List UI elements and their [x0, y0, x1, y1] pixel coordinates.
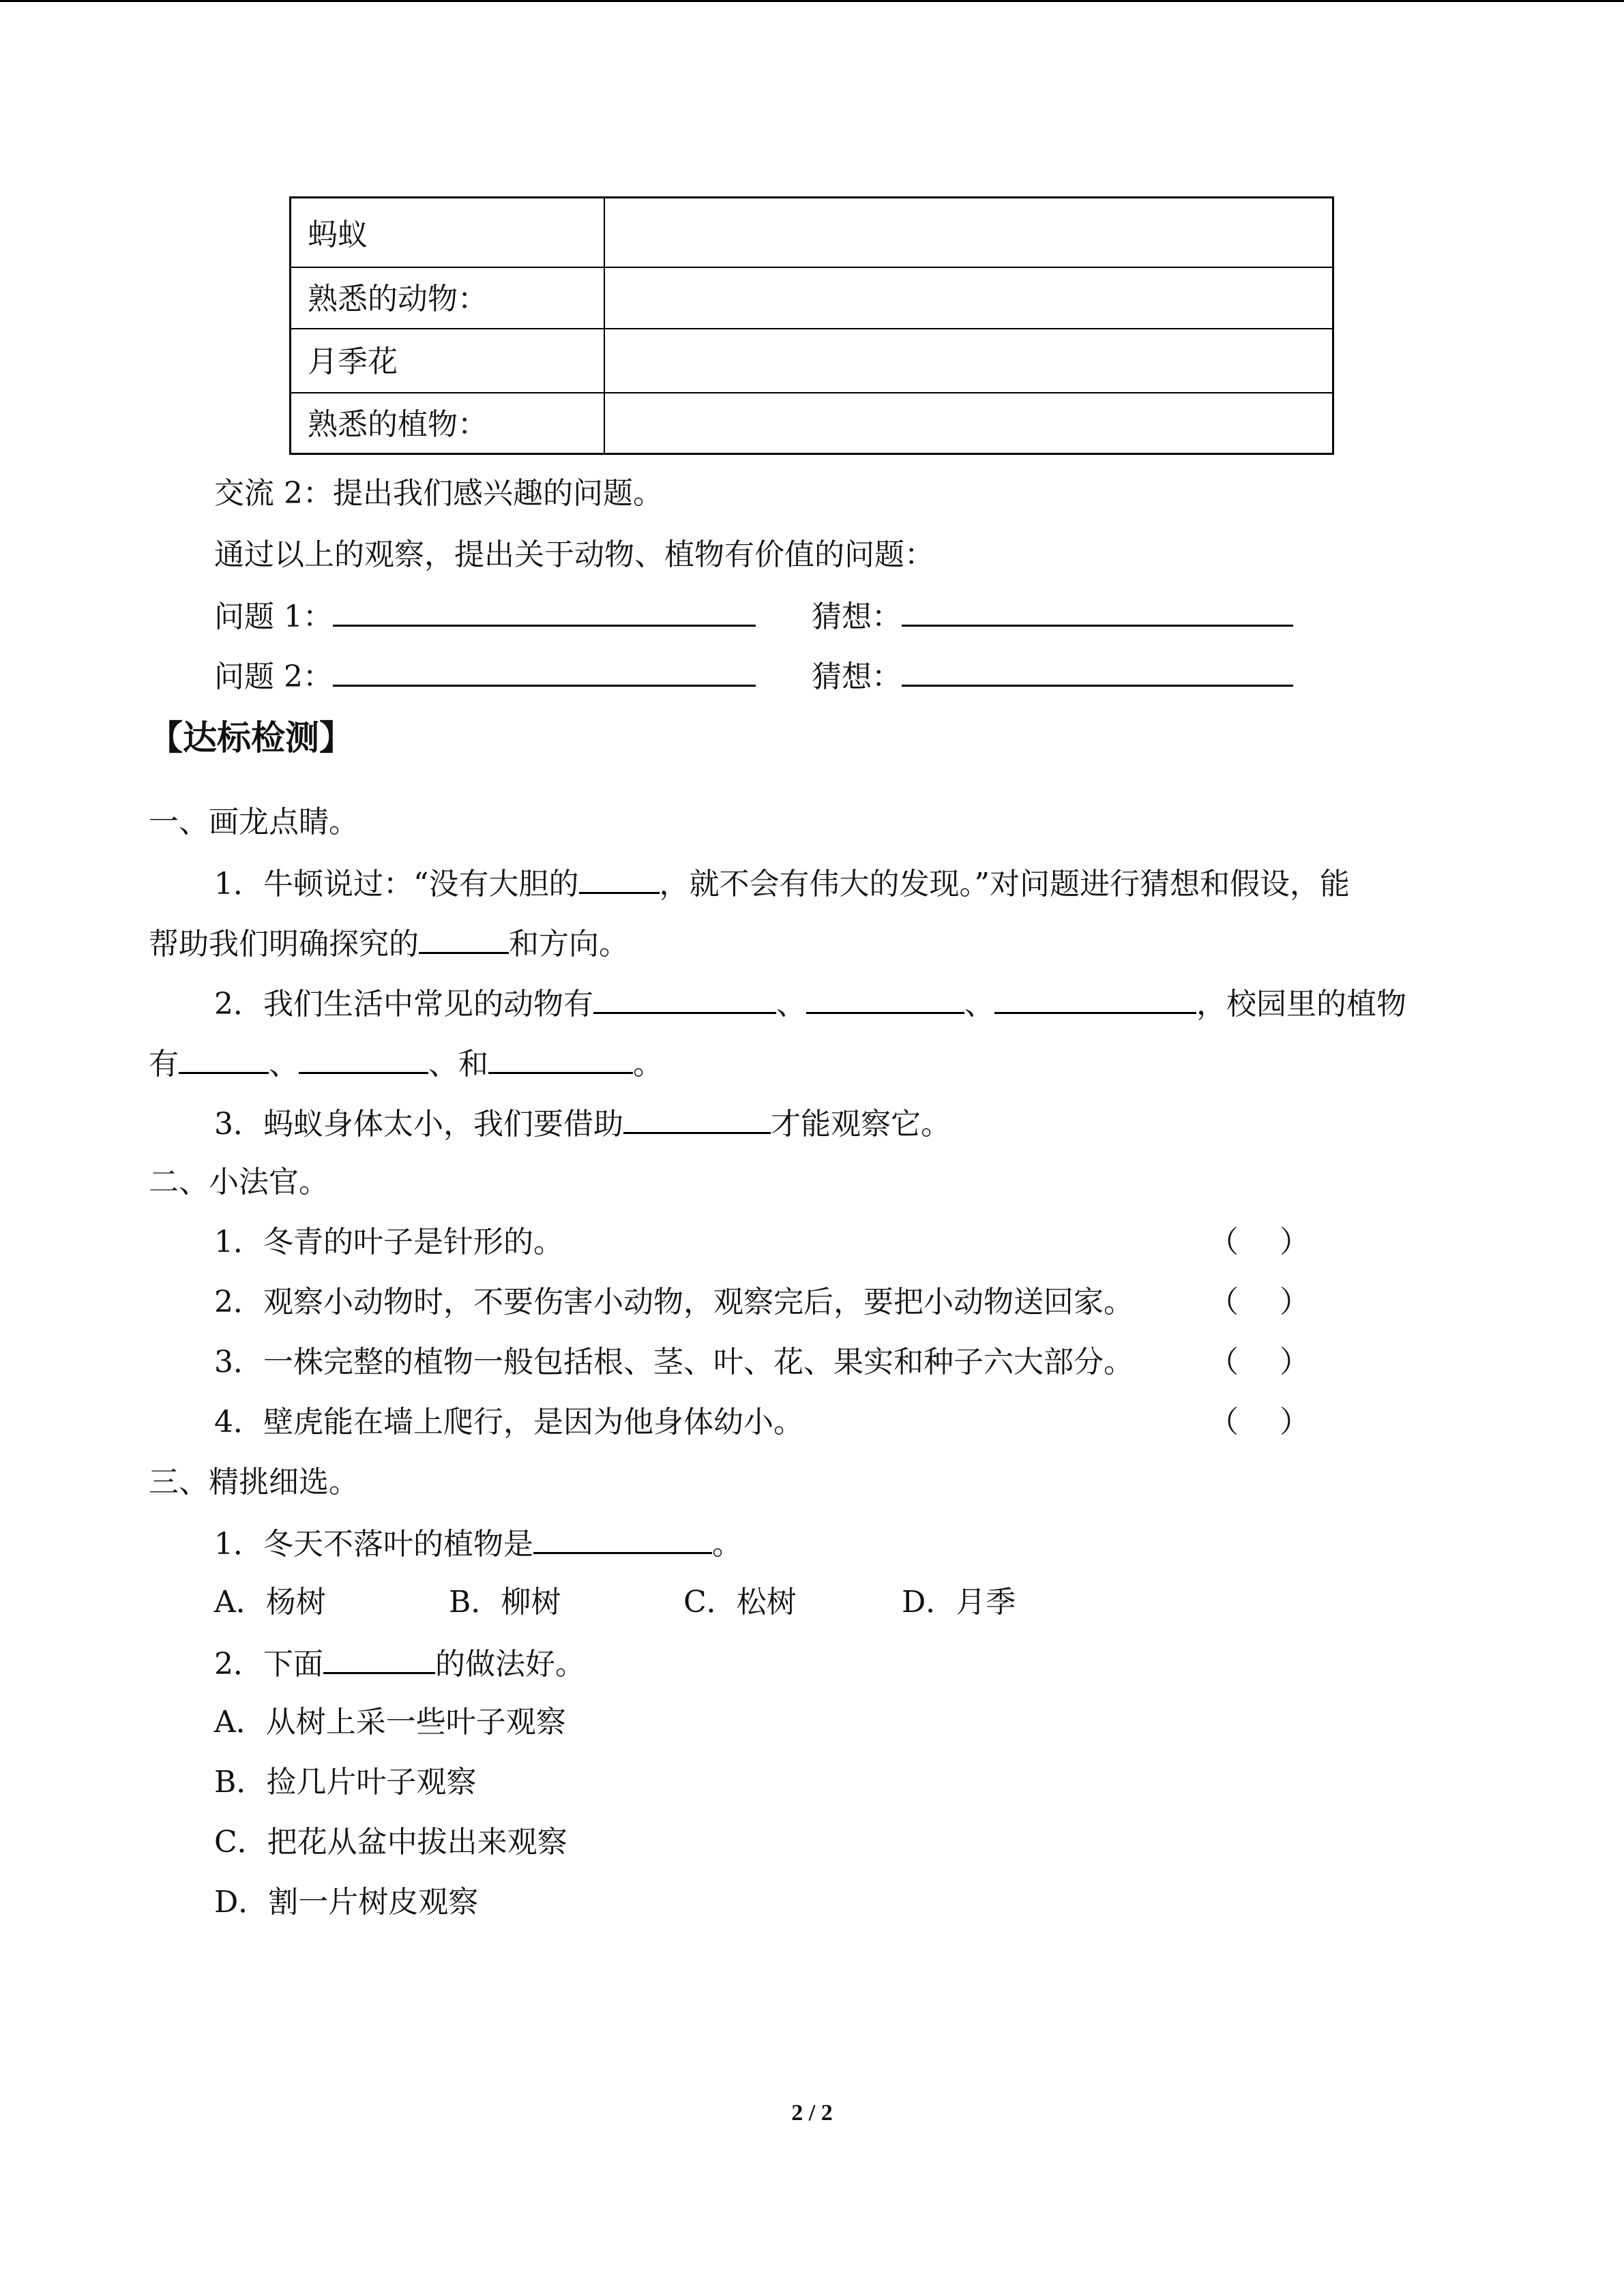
- top-border: [0, 0, 1624, 2]
- part3-q2-option-a[interactable]: A．从树上采一些叶子观察: [214, 1705, 566, 1740]
- paren-close: ）: [1280, 1405, 1310, 1440]
- part3-q1-text-a: 1．冬天不落叶的植物是: [214, 1527, 533, 1562]
- part3-q2-option-d[interactable]: D．割一片树皮观察: [214, 1885, 479, 1920]
- table-row-label: 蚂蚁: [308, 218, 368, 252]
- part1-q2-sep1: 、: [776, 987, 806, 1022]
- table-row-label: 月季花: [308, 344, 398, 379]
- part2-item: 2．观察小动物时，不要伤害小动物，观察完后，要把小动物送回家。: [214, 1285, 1134, 1320]
- part1-q1-blank2[interactable]: [419, 922, 509, 954]
- part1-q2-blank2[interactable]: [806, 982, 964, 1014]
- paren-open: （: [1209, 1225, 1239, 1259]
- part3-q2-blank[interactable]: [323, 1642, 435, 1674]
- part1-q1-text-d: 和方向。: [509, 927, 629, 961]
- part1-q1-line1: [214, 862, 1350, 905]
- part1-q2-blank5[interactable]: [299, 1042, 428, 1074]
- part3-q2-option-b[interactable]: B．捡几片叶子观察: [214, 1765, 477, 1800]
- part2-title: 二、小法官。: [149, 1165, 329, 1199]
- part1-q2-line1: [214, 982, 1406, 1025]
- observation-table: [289, 196, 1334, 455]
- question2-row: [214, 655, 756, 698]
- paren-close: ）: [1280, 1345, 1310, 1380]
- question2-blank[interactable]: [333, 655, 756, 687]
- question1-row: [214, 595, 756, 638]
- part3-q1-option-c[interactable]: C．松树: [683, 1585, 797, 1620]
- part3-q2-text-b: 的做法好。: [435, 1647, 585, 1682]
- part1-q2-text-d: 、和: [428, 1047, 488, 1082]
- paren-close: ）: [1280, 1225, 1310, 1259]
- guess2-blank[interactable]: [902, 655, 1293, 687]
- table-row-label: 熟悉的植物：: [308, 407, 488, 442]
- paren-open: （: [1209, 1285, 1239, 1320]
- part1-q2-sep3: 、: [269, 1047, 299, 1082]
- question1-blank[interactable]: [333, 595, 756, 627]
- table-row: [291, 198, 1332, 268]
- part1-q1-text-a: 1．牛顿说过：“没有大胆的: [214, 867, 579, 901]
- part2-item: 3．一株完整的植物一般包括根、茎、叶、花、果实和种子六大部分。: [214, 1345, 1134, 1380]
- guess1-label: 猜想：: [812, 599, 902, 634]
- part1-q3-text-a: 3．蚂蚁身体太小，我们要借助: [214, 1107, 623, 1142]
- paren-open: （: [1209, 1405, 1239, 1440]
- exchange2-intro: 通过以上的观察，提出关于动物、植物有价值的问题：: [214, 537, 934, 572]
- part1-q2-blank4[interactable]: [179, 1042, 269, 1074]
- part3-q2: [214, 1642, 585, 1685]
- question2-label: 问题 2：: [214, 659, 333, 694]
- table-row-label: 熟悉的动物：: [308, 282, 488, 316]
- part3-q1-option-b[interactable]: B．柳树: [449, 1585, 561, 1620]
- answer-paren[interactable]: [1209, 1402, 1310, 1443]
- exchange2-title: 交流 2：提出我们感兴趣的问题。: [214, 476, 663, 511]
- guess1-row: [812, 595, 1293, 638]
- part1-q3: [214, 1102, 951, 1145]
- part1-q2-blank6[interactable]: [488, 1042, 633, 1074]
- part2-item: 1．冬青的叶子是针形的。: [214, 1225, 563, 1259]
- table-row: [291, 393, 1332, 455]
- table-row: [291, 329, 1332, 393]
- answer-paren[interactable]: [1209, 1282, 1310, 1323]
- guess1-blank[interactable]: [902, 595, 1293, 627]
- part1-q2-blank3[interactable]: [994, 982, 1196, 1014]
- part3-q1-option-a[interactable]: A．杨树: [214, 1585, 326, 1620]
- part1-q2-sep2: 、: [964, 987, 994, 1022]
- guess2-row: [812, 655, 1293, 698]
- part1-q2-period: 。: [633, 1047, 663, 1082]
- paren-close: ）: [1280, 1285, 1310, 1320]
- part1-q2-text-a: 2．我们生活中常见的动物有: [214, 987, 593, 1022]
- page-number: 2 / 2: [791, 2100, 833, 2126]
- part3-title: 三、精挑细选。: [149, 1465, 359, 1500]
- part1-q2-text-b: ，校园里的植物: [1196, 987, 1406, 1022]
- part1-q1-blank1[interactable]: [579, 862, 660, 894]
- part3-q1: [214, 1522, 742, 1565]
- part3-q1-blank[interactable]: [533, 1522, 712, 1554]
- part3-q2-text-a: 2．下面: [214, 1647, 323, 1682]
- part2-item: 4．壁虎能在墙上爬行，是因为他身体幼小。: [214, 1405, 803, 1440]
- part1-title: 一、画龙点睛。: [149, 805, 359, 839]
- part1-q1-text-c: 帮助我们明确探究的: [149, 927, 419, 961]
- part1-q3-text-b: 才能观察它。: [771, 1107, 951, 1142]
- question1-label: 问题 1：: [214, 599, 333, 634]
- part3-q1-option-d[interactable]: D．月季: [902, 1585, 1016, 1620]
- table-row: [291, 268, 1332, 329]
- answer-paren[interactable]: [1209, 1342, 1310, 1383]
- paren-open: （: [1209, 1345, 1239, 1380]
- guess2-label: 猜想：: [812, 659, 902, 694]
- part1-q3-blank[interactable]: [623, 1102, 771, 1134]
- part1-q1-text-b: ，就不会有伟大的发现。”对问题进行猜想和假设，能: [659, 867, 1350, 901]
- part3-q2-option-c[interactable]: C．把花从盆中拔出来观察: [214, 1825, 567, 1860]
- part1-q2-line2: [149, 1042, 663, 1085]
- answer-paren[interactable]: [1209, 1222, 1310, 1263]
- part1-q2-blank1[interactable]: [593, 982, 776, 1014]
- part1-q2-text-c: 有: [149, 1047, 179, 1082]
- section-heading: 【达标检测】: [149, 718, 353, 758]
- part1-q1-line2: [149, 922, 629, 965]
- part3-q1-text-b: 。: [712, 1527, 742, 1562]
